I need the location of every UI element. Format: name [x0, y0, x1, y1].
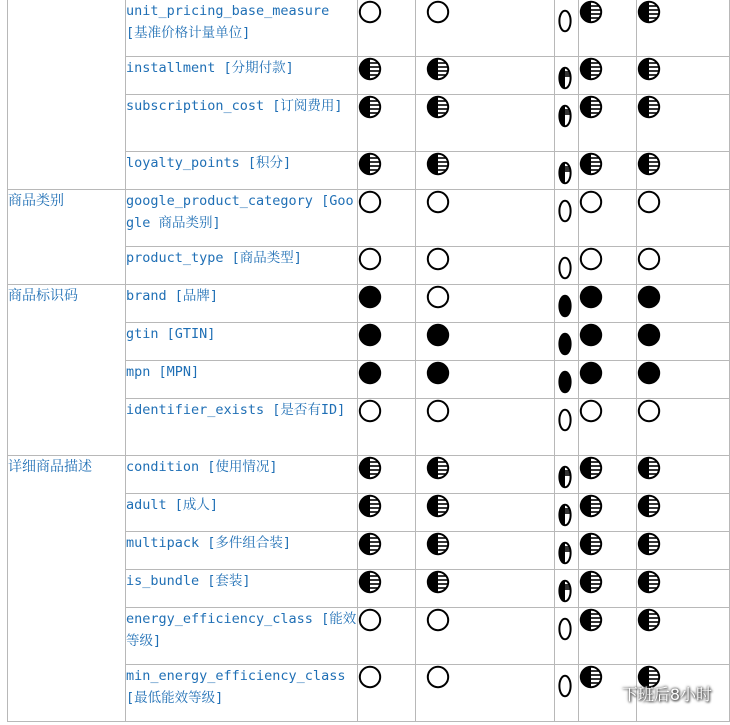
half-circle-icon [637, 494, 661, 518]
half-circle-icon [426, 57, 450, 81]
support-cell [637, 247, 730, 285]
attribute-cell[interactable]: google_product_category [Google 商品类别] [126, 190, 358, 247]
half-circle-icon [637, 532, 661, 556]
attribute-cell[interactable]: unit_pricing_base_measure [基准价格计量单位] [126, 0, 358, 57]
support-cell [358, 0, 416, 57]
attribute-cell[interactable]: adult [成人] [126, 494, 358, 532]
half-circle-icon [358, 57, 382, 81]
attribute-cell[interactable]: brand [品牌] [126, 285, 358, 323]
empty-circle-icon [637, 190, 661, 214]
support-cell [358, 361, 416, 399]
support-cell [579, 95, 637, 152]
wechat-icon [600, 685, 618, 703]
support-cell [637, 608, 730, 665]
support-cell [555, 399, 579, 456]
half-circle-icon [358, 95, 382, 119]
attribute-cell[interactable]: condition [使用情况] [126, 456, 358, 494]
full-circle-icon [579, 361, 603, 385]
empty-circle-icon [579, 247, 603, 271]
support-cell [637, 494, 730, 532]
empty-circle-icon [637, 247, 661, 271]
support-cell [637, 570, 730, 608]
support-cell [416, 456, 555, 494]
support-cell [555, 247, 579, 285]
support-cell [555, 361, 579, 399]
attribute-cell[interactable]: gtin [GTIN] [126, 323, 358, 361]
empty-circle-icon [426, 0, 450, 24]
half-circle-icon [579, 0, 603, 24]
empty-circle-icon [558, 408, 572, 432]
half-circle-icon [637, 95, 661, 119]
support-cell [555, 285, 579, 323]
empty-circle-icon [358, 247, 382, 271]
attribute-cell[interactable]: product_type [商品类型] [126, 247, 358, 285]
support-cell [637, 0, 730, 57]
support-cell [416, 247, 555, 285]
support-cell [416, 570, 555, 608]
support-cell [579, 361, 637, 399]
half-circle-icon [426, 95, 450, 119]
support-cell [358, 57, 416, 95]
table-row [8, 0, 730, 57]
support-cell [579, 323, 637, 361]
support-cell [358, 494, 416, 532]
category-cell: 商品类别 [8, 190, 126, 285]
half-circle-icon [558, 104, 572, 128]
support-cell [637, 152, 730, 190]
table-row [8, 190, 730, 247]
table-row [8, 456, 730, 494]
half-circle-icon [426, 494, 450, 518]
half-circle-icon [579, 608, 603, 632]
half-circle-icon [558, 465, 572, 489]
full-circle-icon [426, 361, 450, 385]
half-circle-icon [426, 152, 450, 176]
empty-circle-icon [558, 674, 572, 698]
attribute-cell[interactable]: subscription_cost [订阅费用] [126, 95, 358, 152]
attribute-cell[interactable]: is_bundle [套装] [126, 570, 358, 608]
support-cell [416, 665, 555, 722]
support-cell [555, 608, 579, 665]
support-cell [555, 152, 579, 190]
full-circle-icon [558, 332, 572, 356]
full-circle-icon [558, 294, 572, 318]
support-cell [555, 532, 579, 570]
empty-circle-icon [426, 399, 450, 423]
support-cell [637, 532, 730, 570]
full-circle-icon [579, 285, 603, 309]
empty-circle-icon [558, 256, 572, 280]
empty-circle-icon [358, 190, 382, 214]
support-cell [358, 247, 416, 285]
support-cell [416, 399, 555, 456]
attribute-cell[interactable]: min_energy_efficiency_class [最低能效等级] [126, 665, 358, 722]
half-circle-icon [637, 0, 661, 24]
empty-circle-icon [426, 190, 450, 214]
support-cell [358, 570, 416, 608]
support-cell [579, 532, 637, 570]
half-circle-icon [558, 66, 572, 90]
full-circle-icon [358, 285, 382, 309]
support-cell [416, 532, 555, 570]
support-cell [555, 570, 579, 608]
table-row [8, 285, 730, 323]
support-cell [358, 95, 416, 152]
attribute-cell[interactable]: installment [分期付款] [126, 57, 358, 95]
full-circle-icon [358, 323, 382, 347]
support-cell [637, 190, 730, 247]
support-cell [358, 608, 416, 665]
full-circle-icon [579, 323, 603, 347]
support-cell [358, 152, 416, 190]
attribute-cell[interactable]: identifier_exists [是否有ID] [126, 399, 358, 456]
half-circle-icon [637, 608, 661, 632]
attribute-cell[interactable]: multipack [多件组合装] [126, 532, 358, 570]
support-cell [416, 285, 555, 323]
empty-circle-icon [426, 285, 450, 309]
empty-circle-icon [426, 665, 450, 689]
support-cell [358, 323, 416, 361]
half-circle-icon [637, 456, 661, 480]
support-cell [416, 57, 555, 95]
support-cell [637, 323, 730, 361]
empty-circle-icon [637, 399, 661, 423]
half-circle-icon [579, 152, 603, 176]
support-cell [416, 0, 555, 57]
half-circle-icon [358, 570, 382, 594]
support-cell [637, 361, 730, 399]
support-cell [358, 665, 416, 722]
support-cell [579, 285, 637, 323]
support-cell [579, 456, 637, 494]
support-cell [555, 456, 579, 494]
half-circle-icon [558, 541, 572, 565]
empty-circle-icon [358, 665, 382, 689]
support-cell [358, 190, 416, 247]
half-circle-icon [358, 456, 382, 480]
support-cell [555, 0, 579, 57]
support-cell [579, 57, 637, 95]
full-circle-icon [637, 361, 661, 385]
watermark-text: 下班后8小时 [621, 685, 712, 704]
watermark [600, 682, 712, 705]
support-cell [358, 285, 416, 323]
support-cell [416, 95, 555, 152]
half-circle-icon [558, 503, 572, 527]
half-circle-icon [579, 532, 603, 556]
half-circle-icon [358, 532, 382, 556]
support-cell [555, 665, 579, 722]
support-cell [579, 608, 637, 665]
support-cell [579, 247, 637, 285]
support-cell [579, 570, 637, 608]
empty-circle-icon [558, 617, 572, 641]
half-circle-icon [637, 570, 661, 594]
support-cell [555, 95, 579, 152]
half-circle-icon [637, 57, 661, 81]
support-cell [358, 456, 416, 494]
full-circle-icon [637, 323, 661, 347]
full-circle-icon [637, 285, 661, 309]
half-circle-icon [426, 570, 450, 594]
empty-circle-icon [558, 199, 572, 223]
category-cell [8, 0, 126, 190]
support-cell [416, 190, 555, 247]
category-cell: 详细商品描述 [8, 456, 126, 722]
empty-circle-icon [358, 0, 382, 24]
attribute-table [7, 0, 730, 722]
attribute-cell[interactable]: loyalty_points [积分] [126, 152, 358, 190]
category-cell: 商品标识码 [8, 285, 126, 456]
support-cell [555, 323, 579, 361]
empty-circle-icon [426, 247, 450, 271]
half-circle-icon [579, 456, 603, 480]
support-cell [416, 152, 555, 190]
support-cell [555, 57, 579, 95]
support-cell [358, 399, 416, 456]
support-cell [416, 361, 555, 399]
support-cell [579, 399, 637, 456]
half-circle-icon [558, 579, 572, 603]
support-cell [555, 190, 579, 247]
support-cell [416, 494, 555, 532]
attribute-cell[interactable]: mpn [MPN] [126, 361, 358, 399]
half-circle-icon [426, 532, 450, 556]
half-circle-icon [579, 95, 603, 119]
attribute-cell[interactable]: energy_efficiency_class [能效等级] [126, 608, 358, 665]
empty-circle-icon [558, 9, 572, 33]
half-circle-icon [579, 494, 603, 518]
support-cell [416, 323, 555, 361]
half-circle-icon [579, 570, 603, 594]
empty-circle-icon [426, 608, 450, 632]
support-cell [637, 285, 730, 323]
full-circle-icon [558, 370, 572, 394]
half-circle-icon [426, 456, 450, 480]
support-cell [416, 608, 555, 665]
half-circle-icon [579, 57, 603, 81]
half-circle-icon [358, 494, 382, 518]
half-circle-icon [558, 161, 572, 185]
empty-circle-icon [358, 399, 382, 423]
empty-circle-icon [579, 399, 603, 423]
support-cell [637, 95, 730, 152]
empty-circle-icon [579, 190, 603, 214]
full-circle-icon [358, 361, 382, 385]
half-circle-icon [637, 152, 661, 176]
support-cell [579, 0, 637, 57]
support-cell [555, 494, 579, 532]
empty-circle-icon [358, 608, 382, 632]
support-cell [579, 494, 637, 532]
support-cell [579, 190, 637, 247]
support-cell [358, 532, 416, 570]
support-cell [637, 57, 730, 95]
support-cell [637, 456, 730, 494]
support-cell [579, 152, 637, 190]
half-circle-icon [358, 152, 382, 176]
support-cell [637, 399, 730, 456]
full-circle-icon [426, 323, 450, 347]
